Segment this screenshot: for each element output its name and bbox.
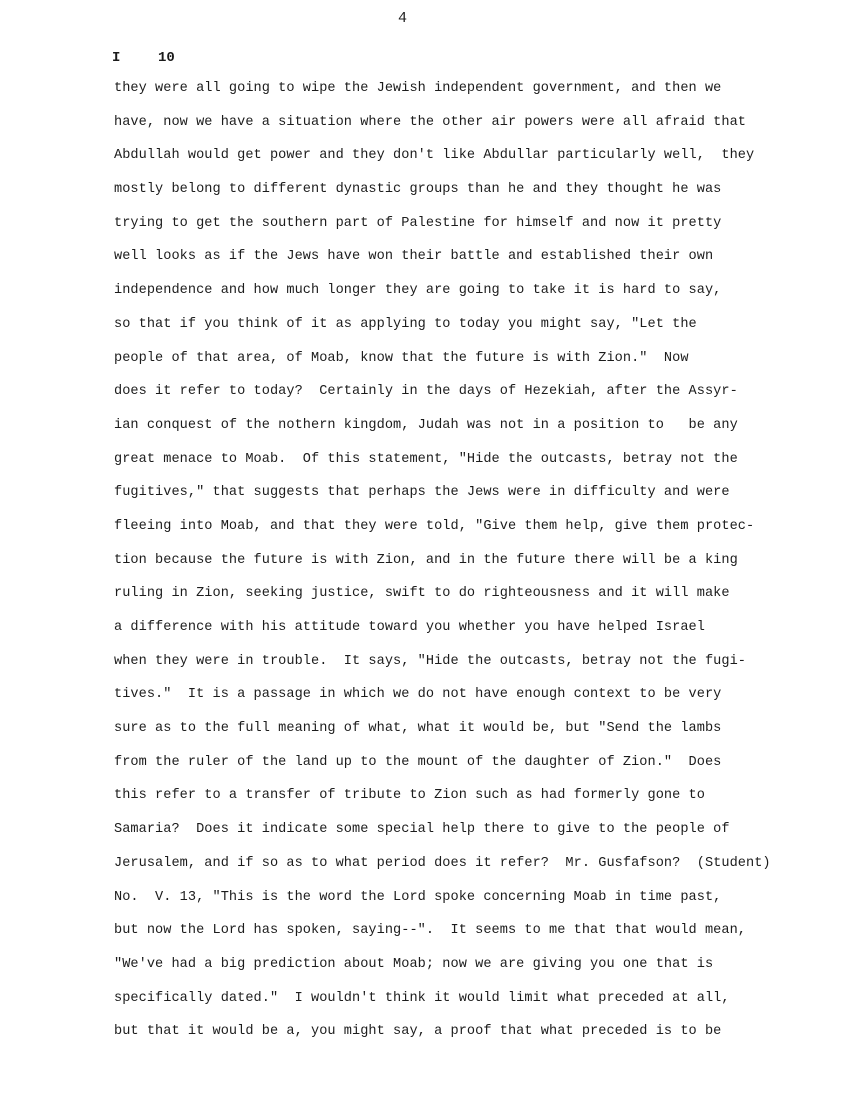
text-line: ruling in Zion, seeking justice, swift to do righteousness and it will make: [114, 586, 730, 602]
text-line: tion because the future is with Zion, and in the future there will be a king: [114, 552, 738, 568]
text-line: people of that area, of Moab, know that the future is with Zion." Now: [114, 350, 689, 366]
section-volume: I: [112, 50, 121, 66]
text-line: but that it would be a, you might say, a proof that what preceded is to be: [114, 1024, 722, 1040]
section-reference: [112, 50, 175, 66]
text-line: No. V. 13, "This is the word the Lord spoke concerning Moab in time past,: [114, 889, 722, 905]
text-line: ian conquest of the nothern kingdom, Judah was not in a position to be any: [114, 417, 738, 433]
text-line: fugitives," that suggests that perhaps the Jews were in difficulty and were: [114, 485, 730, 501]
text-line: a difference with his attitude toward you whether you have helped Israel: [114, 620, 705, 635]
text-line: this refer to a transfer of tribute to Zion such as had formerly gone to: [114, 788, 705, 804]
section-number: 10: [158, 50, 175, 66]
text-line: great menace to Moab. Of this statement, "Hide the outcasts, betray not the: [114, 451, 738, 467]
text-line: does it refer to today? Certainly in the days of Hezekiah, after the Assyr-: [114, 384, 738, 400]
text-line: so that if you think of it as applying to today you might say, "Let the: [114, 316, 697, 332]
text-line: when they were in trouble. It says, "Hide the outcasts, betray not the fugi-: [114, 653, 746, 669]
text-line: have, now we have a situation where the other air powers were all afraid that: [114, 114, 746, 130]
transcript-body: [114, 78, 794, 1055]
text-line: from the ruler of the land up to the mount of the daughter of Zion." Does: [114, 754, 722, 770]
text-line: specifically dated." I wouldn't think it would limit what preceded at all,: [114, 990, 730, 1006]
text-line: sure as to the full meaning of what, what it would be, but "Send the lambs: [114, 721, 722, 737]
text-line: Abdullah would get power and they don't like Abdullar particularly well, they: [114, 148, 755, 164]
text-line: well looks as if the Jews have won their battle and established their own: [114, 249, 714, 265]
page-number: 4: [398, 10, 408, 27]
text-line: trying to get the southern part of Palestine for himself and now it pretty: [114, 215, 722, 231]
text-line: fleeing into Moab, and that they were told, "Give them help, give them protec-: [114, 518, 755, 534]
text-line: mostly belong to different dynastic groups than he and they thought he was: [114, 182, 722, 198]
text-line: Jerusalem, and if so as to what period does it refer? Mr. Gusfafson? (Student): [114, 855, 771, 871]
text-line: tives." It is a passage in which we do not have enough context to be very: [114, 687, 722, 703]
text-line: but now the Lord has spoken, saying--". It seems to me that that would mean,: [114, 923, 746, 939]
text-line: independence and how much longer they are going to take it is hard to say,: [114, 283, 722, 299]
text-line: they were all going to wipe the Jewish independent government, and then we: [114, 81, 722, 96]
text-line: "We've had a big prediction about Moab; now we are giving you one that is: [114, 956, 714, 972]
text-line: Samaria? Does it indicate some special help there to give to the people of: [114, 822, 730, 838]
